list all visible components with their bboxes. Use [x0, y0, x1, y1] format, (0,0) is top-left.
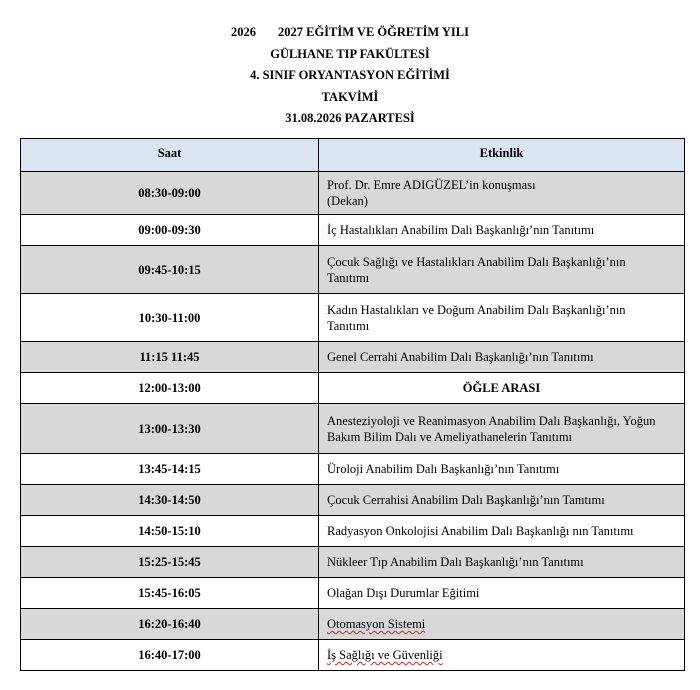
- activity-line-1: İç Hastalıkları Anabilim Dalı Başkanlığı’nın Tanıtımı: [327, 223, 595, 237]
- activity-cell: [319, 215, 685, 246]
- schedule-table: [20, 138, 685, 671]
- doc-type-title: TAKVİMİ: [321, 89, 379, 104]
- table-row: [21, 294, 685, 342]
- table-row: [21, 342, 685, 373]
- table-row: [21, 609, 685, 640]
- year-start: 2026: [230, 25, 256, 39]
- activity-cell: [319, 342, 685, 373]
- activity-cell: [319, 172, 685, 215]
- activity-cell: [319, 609, 685, 640]
- time-cell: 11:15 11:45: [21, 342, 319, 373]
- table-row: [21, 215, 685, 246]
- activity-line-2: (Dekan): [327, 194, 368, 208]
- activity-cell: [319, 246, 685, 294]
- time-cell: 14:50-15:10: [21, 516, 319, 547]
- table-row: [21, 404, 685, 454]
- time-cell: 15:45-16:05: [21, 578, 319, 609]
- time-cell: 09:45-10:15: [21, 246, 319, 294]
- activity-cell: [319, 516, 685, 547]
- time-cell: 16:20-16:40: [21, 609, 319, 640]
- table-row: [21, 485, 685, 516]
- activity-cell: [319, 454, 685, 485]
- program-title: 4. SINIF ORYANTASYON EĞİTİMİ: [250, 68, 450, 82]
- time-cell: 10:30-11:00: [21, 294, 319, 342]
- table-row: [21, 516, 685, 547]
- activity-line-1: Nükleer Tıp Anabilim Dalı Başkanlığı’nın Tanıtımı: [327, 555, 584, 569]
- activity-cell: [319, 640, 685, 671]
- table-header-row: [21, 139, 685, 172]
- time-cell: 14:30-14:50: [21, 485, 319, 516]
- activity-line-1: Genel Cerrahi Anabilim Dalı Başkanlığı’nın Tanıtımı: [327, 350, 594, 364]
- table-row: [21, 172, 685, 215]
- activity-line-2: Bakım Bilim Dalı ve Ameliyathanelerin Tanıtımı: [327, 429, 573, 444]
- time-cell: 12:00-13:00: [21, 373, 319, 404]
- activity-line-2: Tanıtımı: [327, 270, 370, 285]
- activity-line-1: Prof. Dr. Emre ADIGÜZEL’in konuşması: [327, 178, 536, 192]
- date-title: 31.08.2026 PAZARTESİ: [285, 111, 415, 125]
- time-cell: 15:25-15:45: [21, 547, 319, 578]
- activity-cell: [319, 294, 685, 342]
- table-row: [21, 246, 685, 294]
- activity-cell: [319, 485, 685, 516]
- activity-line-1: Anesteziyoloji ve Reanimasyon Anabilim Dalı Başkanlığı, Yoğun: [327, 413, 656, 428]
- activity-cell: [319, 547, 685, 578]
- faculty-title: GÜLHANE TIP FAKÜLTESİ: [270, 46, 430, 61]
- schedule-body: [21, 172, 685, 671]
- activity-line-1: Radyasyon Onkolojisi Anabilim Dalı Başkanlığı nın Tanıtımı: [327, 524, 634, 538]
- activity-line-1: Otomasyon Sistemi: [327, 617, 426, 631]
- activity-line-1: Çocuk Cerrahisi Anabilim Dalı Başkanlığı’nın Tanıtımı: [327, 493, 605, 507]
- table-row: [21, 547, 685, 578]
- document-header: [0, 22, 700, 130]
- time-cell: 08:30-09:00: [21, 172, 319, 215]
- time-cell: 16:40-17:00: [21, 640, 319, 671]
- activity-line-1: Üroloji Anabilim Dalı Başkanlığı’nın Tanıtımı: [327, 462, 560, 476]
- activity-line-1: ÖĞLE ARASI: [462, 381, 541, 395]
- activity-cell: [319, 404, 685, 454]
- time-cell: 13:00-13:30: [21, 404, 319, 454]
- activity-cell: [319, 578, 685, 609]
- table-row: [21, 640, 685, 671]
- table-row: [21, 373, 685, 404]
- activity-line-1: Kadın Hastalıkları ve Doğum Anabilim Dalı Başkanlığı’nın: [327, 302, 626, 317]
- activity-cell: [319, 373, 685, 404]
- academic-year-title: [0, 22, 700, 44]
- activity-line-2: Tanıtımı: [327, 318, 370, 333]
- year-rest: 2027 EĞİTİM VE ÖĞRETİM YILI: [277, 25, 469, 39]
- time-cell: 09:00-09:30: [21, 215, 319, 246]
- activity-line-1: İş Sağlığı ve Güvenliği: [327, 648, 443, 662]
- time-cell: 13:45-14:15: [21, 454, 319, 485]
- column-header-activity: Etkinlik: [319, 139, 685, 172]
- activity-line-1: Olağan Dışı Durumlar Eğitimi: [327, 586, 480, 600]
- table-row: [21, 454, 685, 485]
- activity-line-1: Çocuk Sağlığı ve Hastalıkları Anabilim Dalı Başkanlığı’nın: [327, 254, 626, 269]
- column-header-time: Saat: [21, 139, 319, 172]
- table-row: [21, 578, 685, 609]
